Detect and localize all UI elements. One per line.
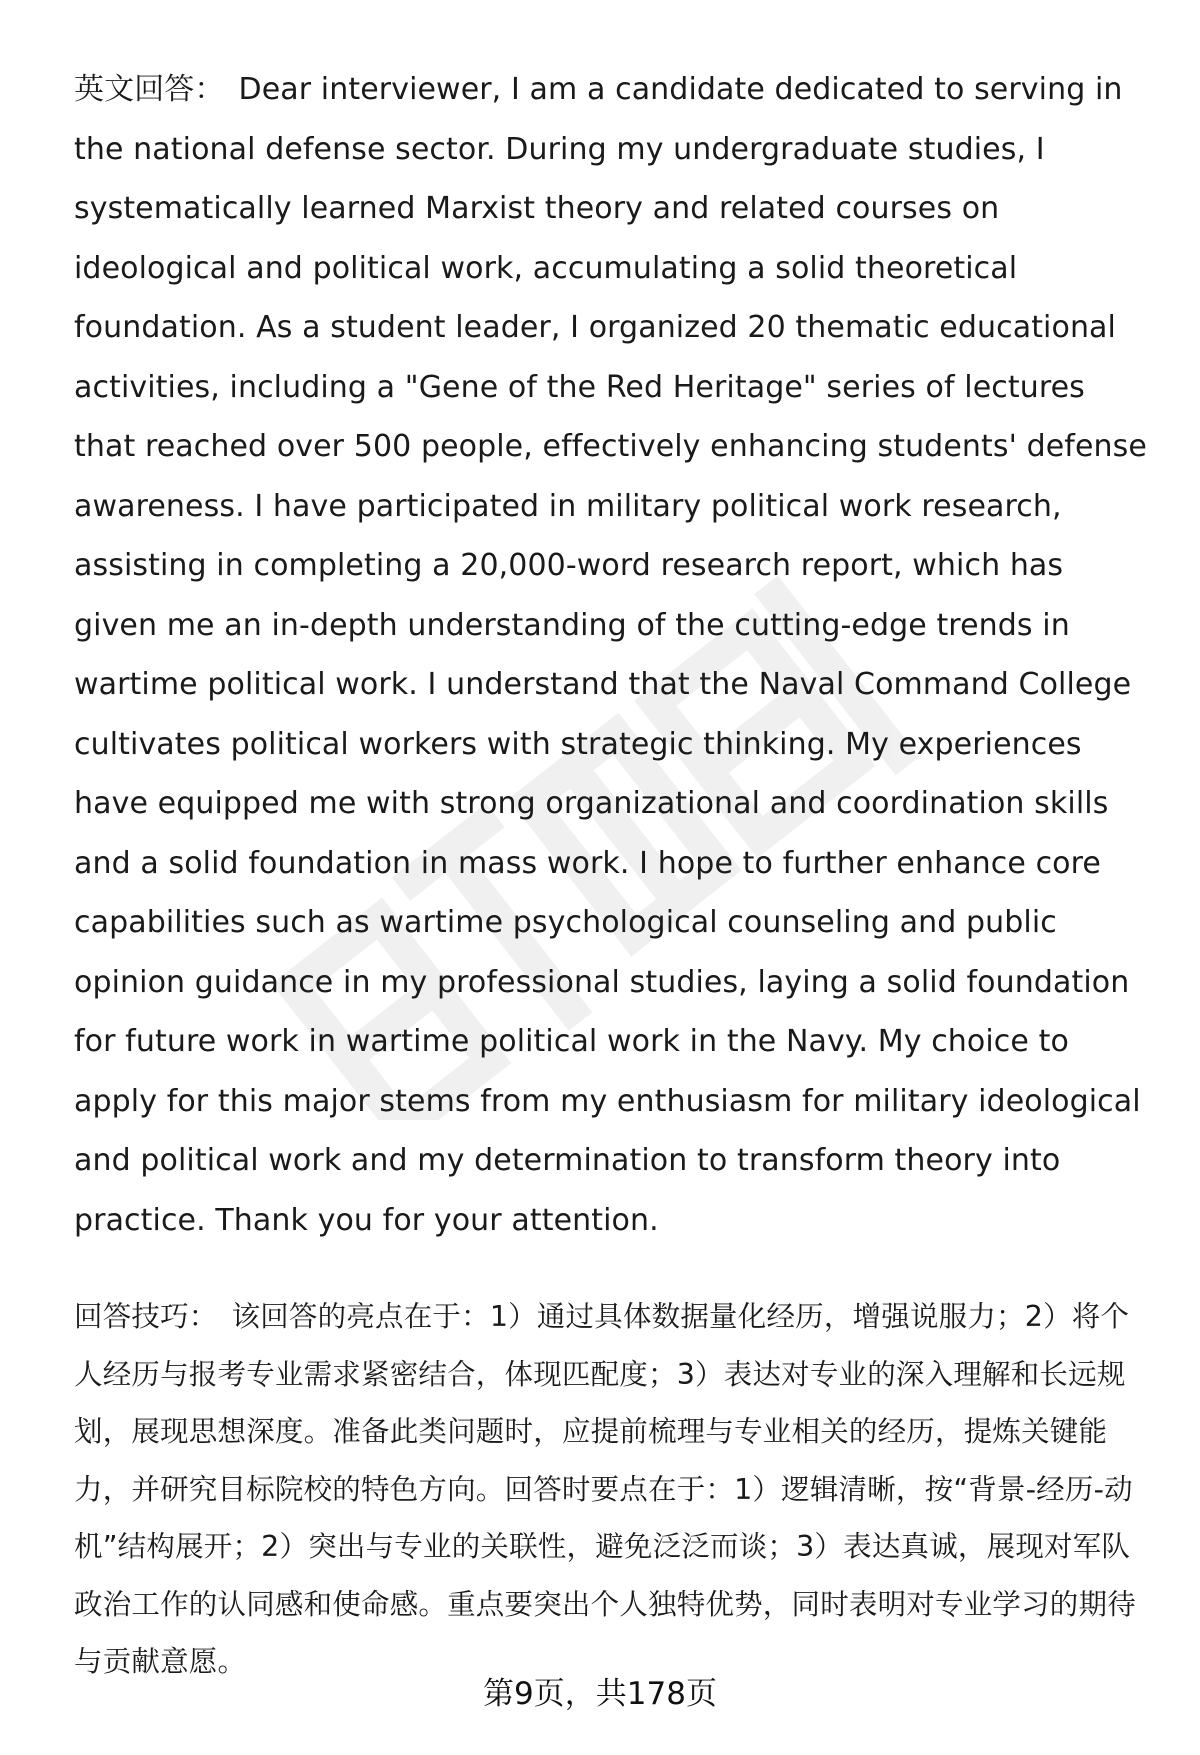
tips-label: 回答技巧： (74, 1300, 218, 1333)
answer-label: 英文回答： (74, 72, 225, 107)
tips-paragraph (74, 1288, 1148, 1691)
page-indicator: 第9页，共178页 (483, 1676, 717, 1712)
document-page (74, 60, 1148, 1691)
answer-paragraph (74, 60, 1148, 1250)
tips-text: 该回答的亮点在于：1）通过具体数据量化经历，增强说服力；2）将个人经历与报考专业需求紧密结合，体现匹配度；3）表达对专业的深入理解和长远规划，展现思想深度。准备此类问题时，应提前梳理与专业相关的经历，提炼关键能力，并研究目标院校的特色方向。回答时要点在于：1）逻辑清晰，按“背景-经历-动机”结构展开；2）突出与专业的关联性，避免泛泛而谈；3）表达真诚，展现对军队政治工作的认同感和使命感。重点要突出个人独特优势，同时表明对专业学习的期待与贡献意愿。 (74, 1300, 1136, 1678)
answer-text: Dear interviewer, I am a candidate dedicated to serving in the national defense sector. During my undergraduate studies, I systematically learned Marxist theory and related courses on ideological and political work, accumulating a solid theoretical foundation. As a student leader, I organized 20 thematic educational activities, including a "Gene of the Red Heritage" series of lectures that reached over 500 people, effectively enhancing students' defense awareness. I have participated in military political work research, assisting in completing a 20,000-word research report, which has given me an in-depth understanding of the cutting-edge trends in wartime political work. I understand that the Naval Command College cultivates political workers with strategic thinking. My experiences have equipped me with strong organizational and coordination skills and a solid foundation in mass work. I hope to further enhance core capabilities such as wartime psychological counseling and public opinion guidance in my professional studies, laying a solid foundation for future work in wartime political work in the Navy. My choice to apply for this major stems from my enthusiasm for military ideological and political work and my determination to transform theory into practice. Thank you for your attention. (74, 72, 1147, 1238)
